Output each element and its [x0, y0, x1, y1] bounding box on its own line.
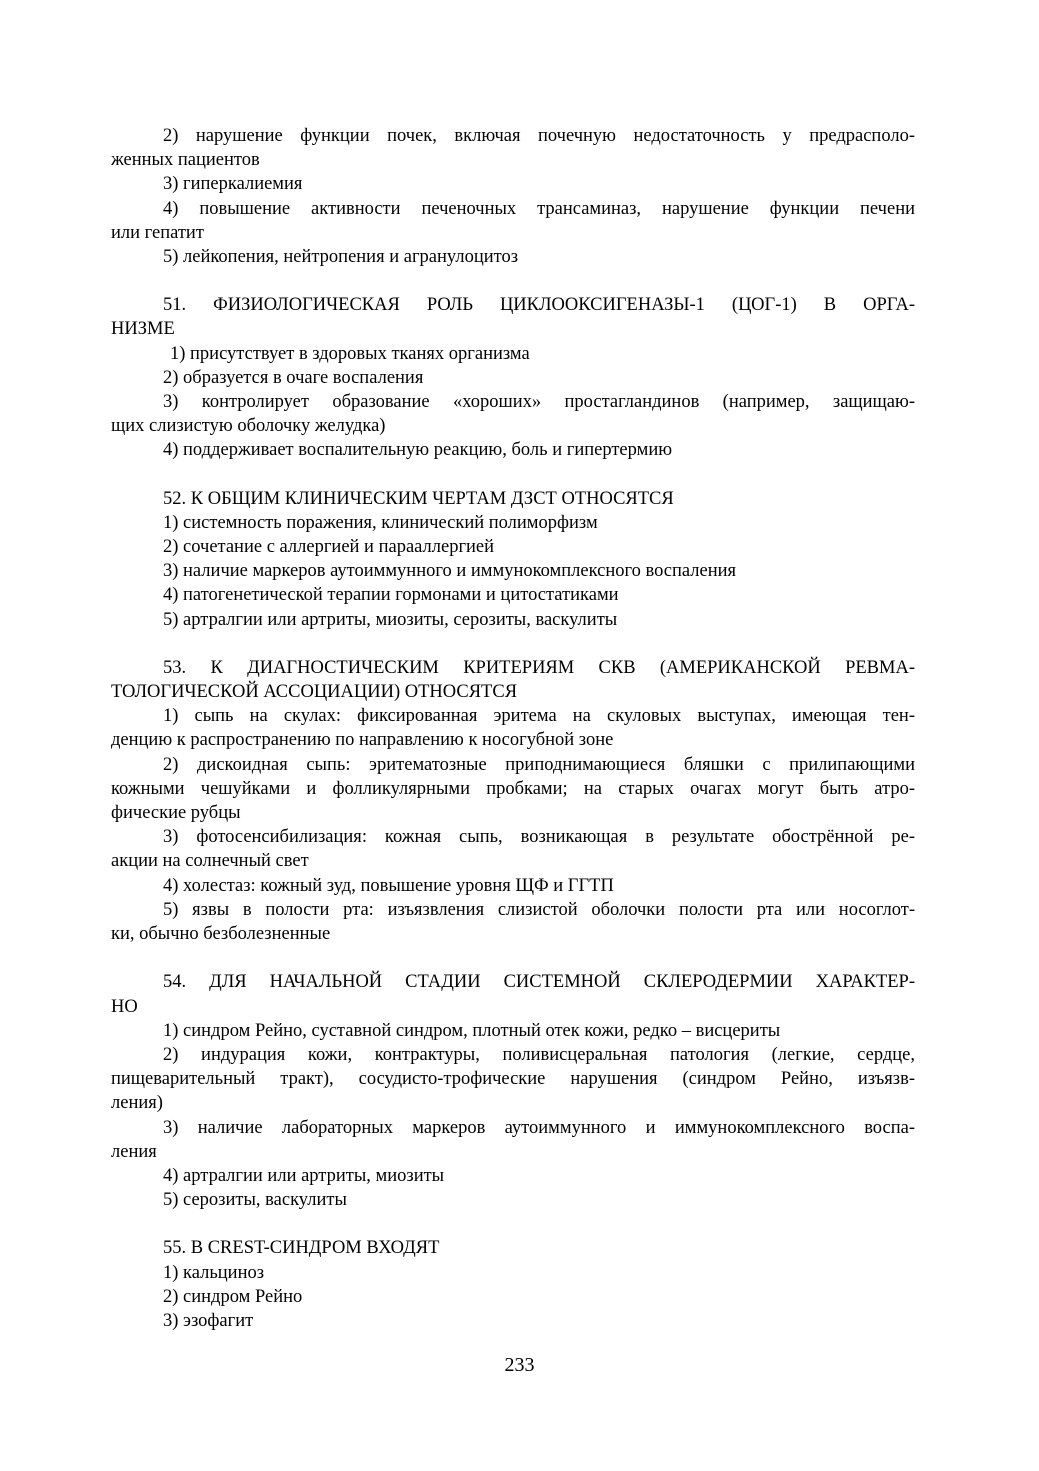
answer-option-line: пищеварительный тракт), сосудисто-трофические нарушения (синдром Рейно, изъязв- — [111, 1069, 915, 1090]
answer-option-line: 3) гиперкалиемия — [163, 174, 303, 195]
answer-option-line: 3) наличие лабораторных маркеров аутоиммунного и иммунокомплексного воспа- — [163, 1117, 915, 1138]
answer-option-line: НО — [111, 996, 138, 1017]
question-block — [111, 970, 915, 1212]
answer-option-line: 4) патогенетической терапии гормонами и цитостатиками — [163, 585, 619, 606]
answer-option-line: НИЗМЕ — [111, 319, 175, 340]
answer-option-line: 4) поддерживает воспалительную реакцию, боль и гипертермию — [163, 440, 673, 461]
answer-option-line: 1) присутствует в здоровых тканях организма — [170, 343, 530, 364]
answer-option-line: 3) наличие маркеров аутоиммунного и иммунокомплексного воспаления — [163, 561, 737, 582]
question-block — [111, 487, 915, 632]
answer-option-line: 2) дискоидная сыпь: эритематозные приподнимающиеся бляшки с прилипающими — [163, 754, 915, 775]
answer-option-line: 1) кальциноз — [163, 1262, 265, 1283]
answer-option-line: 5) артралгии или артриты, миозиты, серозиты, васкулиты — [163, 609, 618, 630]
spacer — [111, 946, 915, 970]
answer-option-line: 2) сочетание с аллергией и парааллергией — [163, 537, 495, 558]
answer-option-line: ки, обычно безболезненные — [111, 924, 331, 945]
spacer — [111, 1212, 915, 1236]
answer-option-line: ления — [111, 1141, 157, 1162]
question-title: 54. ДЛЯ НАЧАЛЬНОЙ СТАДИИ СИСТЕМНОЙ СКЛЕРОДЕРМИИ ХАРАКТЕР- — [163, 972, 915, 993]
continuation-block — [111, 124, 915, 269]
answer-option-line: женных пациентов — [111, 150, 260, 171]
answer-option-line: 1) системность поражения, клинический полиморфизм — [163, 512, 598, 533]
question-title: 53. К ДИАГНОСТИЧЕСКИМ КРИТЕРИЯМ СКВ (АМЕРИКАНСКОЙ РЕВМА- — [163, 657, 915, 678]
answer-option-line: 2) синдром Рейно — [163, 1286, 303, 1307]
answer-option-line: фические рубцы — [111, 803, 241, 824]
answer-option-line: 5) язвы в полости рта: изъязвления слизистой оболочки полости рта или носоглот- — [163, 899, 915, 920]
page-number: 233 — [504, 1354, 535, 1376]
answer-option-line: ления) — [111, 1093, 163, 1114]
spacer — [111, 269, 915, 293]
answer-option-line: 3) эзофагит — [163, 1310, 254, 1331]
answer-option-line: 1) сыпь на скулах: фиксированная эритема на скуловых выступах, имеющая тен- — [163, 706, 915, 727]
question-title: 51. ФИЗИОЛОГИЧЕСКАЯ РОЛЬ ЦИКЛООКСИГЕНАЗЫ-1 (ЦОГ-1) В ОРГА- — [163, 295, 915, 316]
answer-option-line: 2) нарушение функции почек, включая почечную недостаточность у предрасполо- — [163, 126, 915, 146]
answer-option-line: 4) артралгии или артриты, миозиты — [163, 1165, 445, 1186]
answer-option-line: акции на солнечный свет — [111, 851, 309, 872]
spacer — [111, 463, 915, 487]
question-title: 55. В CREST-СИНДРОМ ВХОДЯТ — [163, 1238, 440, 1259]
answer-option-line: 4) холестаз: кожный зуд, повышение уровня ЩФ и ГГТП — [163, 875, 614, 896]
answer-option-line: 4) повышение активности печеночных трансаминаз, нарушение функции печени — [163, 198, 915, 219]
answer-option-line: 5) серозиты, васкулиты — [163, 1190, 347, 1211]
question-block — [111, 656, 915, 946]
answer-option-line: 2) индурация кожи, контрактуры, поливисцеральная патология (легкие, сердце, — [163, 1044, 915, 1065]
spacer — [111, 632, 915, 656]
answer-option-line: ТОЛОГИЧЕСКОЙ АССОЦИАЦИИ) ОТНОСЯТСЯ — [111, 682, 518, 703]
answer-option-line: 3) фотосенсибилизация: кожная сыпь, возникающая в результате обострённой ре- — [163, 827, 915, 848]
answer-option-line: 2) образуется в очаге воспаления — [163, 367, 424, 388]
answer-option-line: 1) синдром Рейно, суставной синдром, плотный отек кожи, редко – висцериты — [163, 1020, 781, 1041]
answer-option-line: кожными чешуйками и фолликулярными пробками; на старых очагах могут быть атро- — [111, 778, 915, 799]
answer-option-line: или гепатит — [111, 222, 204, 243]
page-body — [111, 124, 915, 1333]
question-title: 52. К ОБЩИМ КЛИНИЧЕСКИМ ЧЕРТАМ ДЗСТ ОТНОСЯТСЯ — [163, 488, 674, 509]
answer-option-line: денцию к распространению по направлению к носогубной зоне — [111, 730, 614, 751]
question-block — [111, 1236, 915, 1333]
answer-option-line: 5) лейкопения, нейтропения и агранулоцитоз — [163, 247, 519, 268]
answer-option-line: щих слизистую оболочку желудка) — [111, 416, 386, 437]
question-block — [111, 293, 915, 462]
answer-option-line: 3) контролирует образование «хороших» простагландинов (например, защищаю- — [163, 392, 915, 413]
